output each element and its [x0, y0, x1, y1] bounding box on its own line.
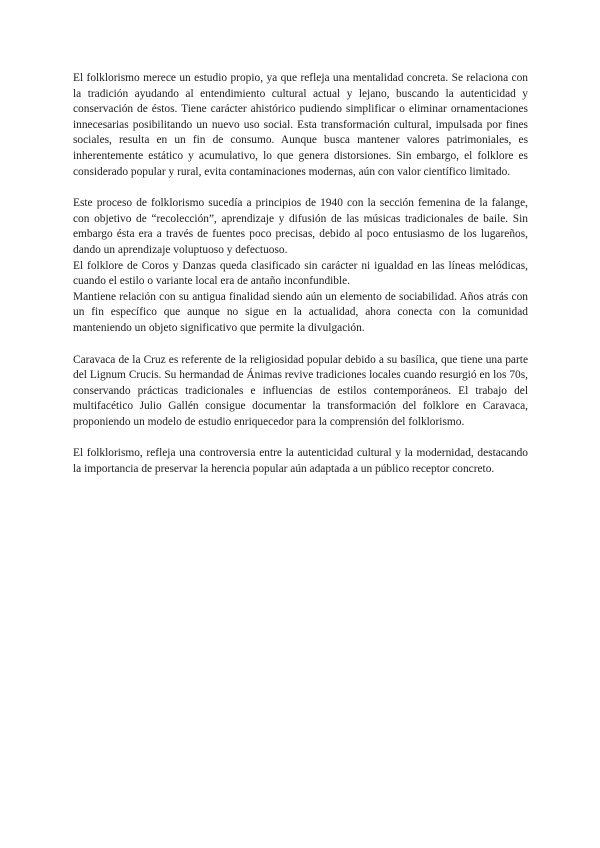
paragraph-sociabilidad: Mantiene relación con su antigua finalidad siendo aún un elemento de sociabilidad. Años atrás con un fin específico que aunque no sigue en la actualidad, ahora conecta con la comunidad manteniendo un objeto significativo que permite la divulgación. [73, 290, 528, 334]
paragraph-spacer [73, 337, 528, 353]
paragraph-proceso-1940: Este proceso de folklorismo sucedía a principios de 1940 con la sección femenina de la falange, con objetivo de “recolección”, aprendizaje y difusión de las músicas tradicionales de baile. Sin embargo ésta era a través de fuentes poco precisas, debido al poco entusiasmo de los lugareños, dando un aprendizaje voluptuoso y defectuoso. [73, 197, 528, 256]
document-body [73, 71, 528, 478]
paragraph-folklorismo-intro: El folklorismo merece un estudio propio, ya que refleja una mentalidad concreta. Se relaciona con la tradición ayudando al entendimiento cultural actual y lejano, buscando la autenticidad y conservación de éstos. Tiene carácter ahistórico pudiendo simplificar o eliminar ornamentaciones innecesarias posibilitando un nuevo uso social. Esta transformación cultural, impulsada por fines sociales, resulta en un fin de consumo. Aunque busca mantener valores patrimoniales, es inherentemente estático y acumulativo, lo que genera distorsiones. Sin embargo, el folklore es considerado popular y rural, evita contaminaciones modernas, aún con valor científico limitado. [73, 72, 528, 178]
paragraph-spacer [73, 180, 528, 196]
paragraph-coros-danzas: El folklore de Coros y Danzas queda clasificado sin carácter ni igualdad en las líneas melódicas, cuando el estilo o variante local era de antaño inconfundible. [73, 259, 528, 288]
paragraph-conclusion: El folklorismo, refleja una controversia entre la autenticidad cultural y la modernidad, destacando la importancia de preservar la herencia popular aún adaptada a un público receptor concreto. [73, 447, 528, 476]
paragraph-spacer [73, 430, 528, 446]
paragraph-caravaca: Caravaca de la Cruz es referente de la religiosidad popular debido a su basílica, que tiene una parte del Lignum Crucis. Su hermandad de Ánimas revive tradiciones locales cuando resurgió en los 70s, conservando prácticas tradicionales e influencias de estilos contemporáneos. El trabajo del multifacético Julio Gallén consigue documentar la transformación del folklore en Caravaca, proponiendo un modelo de estudio enriquecedor para la comprensión del folklorismo. [73, 353, 528, 428]
